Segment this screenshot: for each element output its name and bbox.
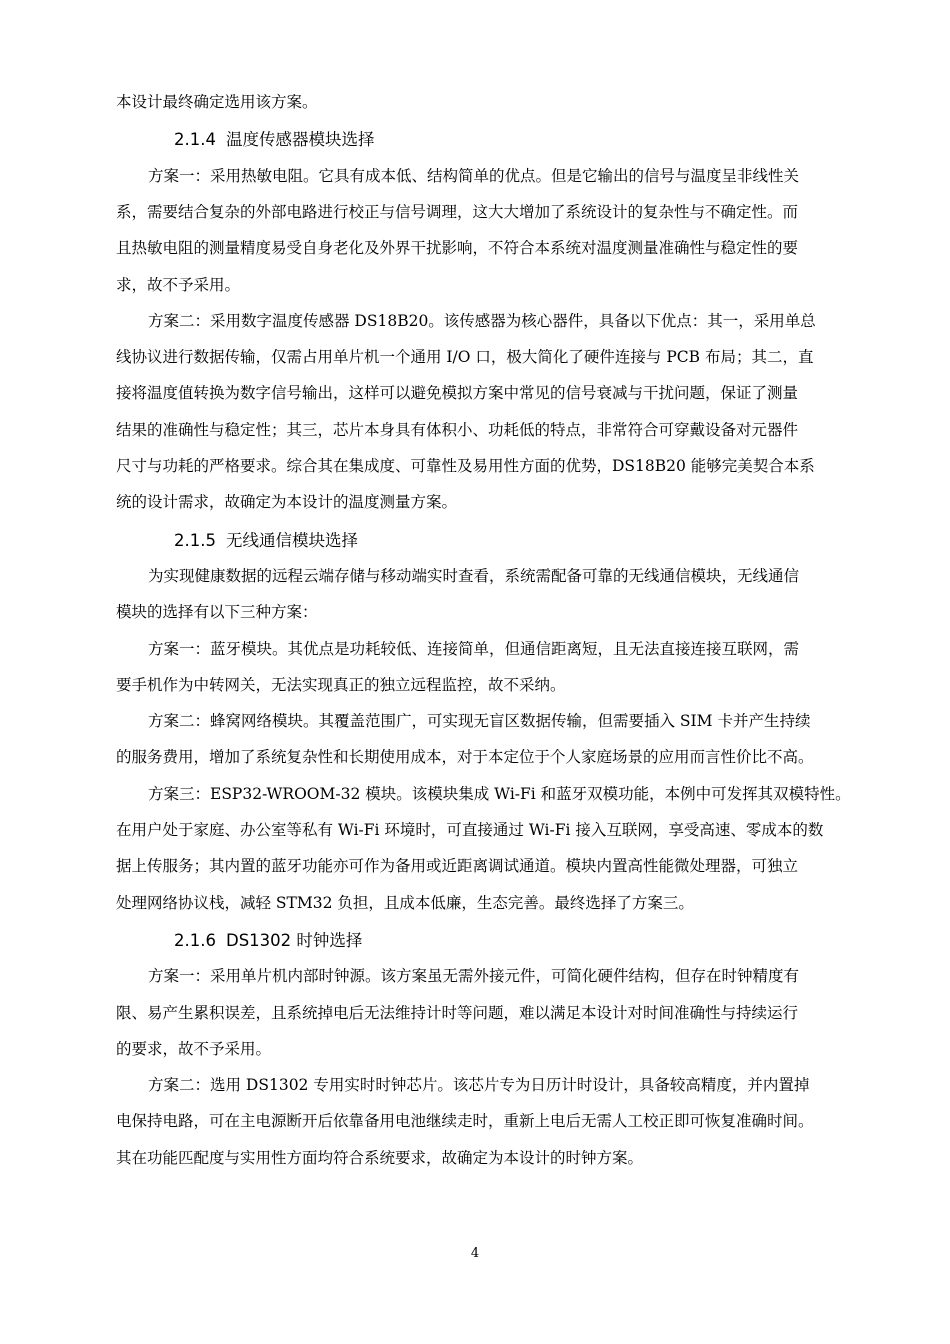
paragraph-line: 方案一：采用热敏电阻。它具有成本低、结构简单的优点。但是它输出的信号与温度呈非线性关 [148,166,800,185]
section-heading [174,523,358,559]
paragraph-line: 方案二：采用数字温度传感器 DS18B20。该传感器为核心器件，具备以下优点：其一，采用单总 [148,311,816,330]
paragraph-line: 据上传服务；其内置的蓝牙功能亦可作为备用或近距离调试通道。模块内置高性能微处理器，可独立 [116,857,799,876]
paragraph-line: 统的设计需求，故确定为本设计的温度测量方案。 [116,493,458,512]
paragraph-line: 尺寸与功耗的严格要求。综合其在集成度、可靠性及易用性方面的优势，DS18B20 能够完美契合本系 [116,457,815,475]
section-heading [174,923,362,959]
paragraph-line: 系，需要结合复杂的外部电路进行校正与信号调理，这大大增加了系统设计的复杂性与不确定性。而 [116,202,799,221]
paragraph-line: 为实现健康数据的远程云端存储与移动端实时查看，系统需配备可靠的无线通信模块，无线通信 [148,566,800,585]
paragraph-line: 限、易产生累积误差，且系统掉电后无法维持计时等问题，难以满足本设计对时间准确性与持续运行 [116,1003,799,1022]
section-number: 2.1.4 [174,130,216,150]
section-number: 2.1.6 [174,930,216,950]
paragraph-line: 的服务费用，增加了系统复杂性和长期使用成本，对于本定位于个人家庭场景的应用而言性价比不高。 [116,748,814,767]
section-title: DS1302 时钟选择 [225,930,363,950]
paragraph-line: 在用户处于家庭、办公室等私有 Wi-Fi 环境时，可直接通过 Wi-Fi 接入互联网，享受高速、零成本的数 [116,821,824,839]
section-heading [174,122,374,158]
paragraph-line: 方案一：采用单片机内部时钟源。该方案虽无需外接元件，可简化硬件结构，但存在时钟精度有 [148,967,800,986]
paragraph-line: 处理网络协议栈，减轻 STM32 负担，且成本低廉，生态完善。最终选择了方案三。 [116,893,694,912]
section-title: 无线通信模块选择 [225,530,358,550]
section-title: 温度传感器模块选择 [225,130,375,150]
paragraph-line: 方案一：蓝牙模块。其优点是功耗较低、连接简单，但通信距离短，且无法直接连接互联网，需 [148,639,800,658]
paragraph-line: 接将温度值转换为数字信号输出，这样可以避免模拟方案中常见的信号衰减与干扰问题，保证了测量 [116,384,799,403]
paragraph-line: 线协议进行数据传输，仅需占用单片机一个通用 I/O 口，极大简化了硬件连接与 PCB 布局；其二，直 [116,348,814,367]
paragraph-line: 其在功能匹配度与实用性方面均符合系统要求，故确定为本设计的时钟方案。 [116,1148,644,1167]
paragraph-line: 方案三：ESP32-WROOM-32 模块。该模块集成 Wi-Fi 和蓝牙双模功能，本例中可发挥其双模特性。 [148,784,851,803]
paragraph-line: 的要求，故不予采用。 [116,1039,272,1058]
paragraph-line: 要手机作为中转网关，无法实现真正的独立远程监控，故不采纳。 [116,675,566,694]
paragraph-line: 且热敏电阻的测量精度易受自身老化及外界干扰影响，不符合本系统对温度测量准确性与稳定性的要 [116,239,799,258]
paragraph-line: 模块的选择有以下三种方案： [116,603,318,622]
page-number: 4 [470,1246,480,1261]
paragraph-line: 结果的准确性与稳定性；其三，芯片本身具有体积小、功耗低的特点，非常符合可穿戴设备对元器件 [116,420,799,439]
paragraph-line: 本设计最终确定选用该方案。 [116,93,318,111]
paragraph-line: 方案二：蜂窝网络模块。其覆盖范围广，可实现无盲区数据传输，但需要插入 SIM 卡并产生持续 [148,712,811,731]
paragraph-line: 求，故不予采用。 [116,275,241,294]
paragraph-line: 方案二：选用 DS1302 专用实时时钟芯片。该芯片专为日历计时设计，具备较高精度，并内置掉 [148,1076,810,1095]
paragraph-line: 电保持电路，可在主电源断开后依靠备用电池继续走时，重新上电后无需人工校正即可恢复准确时间。 [116,1112,814,1131]
section-number: 2.1.5 [174,530,216,550]
